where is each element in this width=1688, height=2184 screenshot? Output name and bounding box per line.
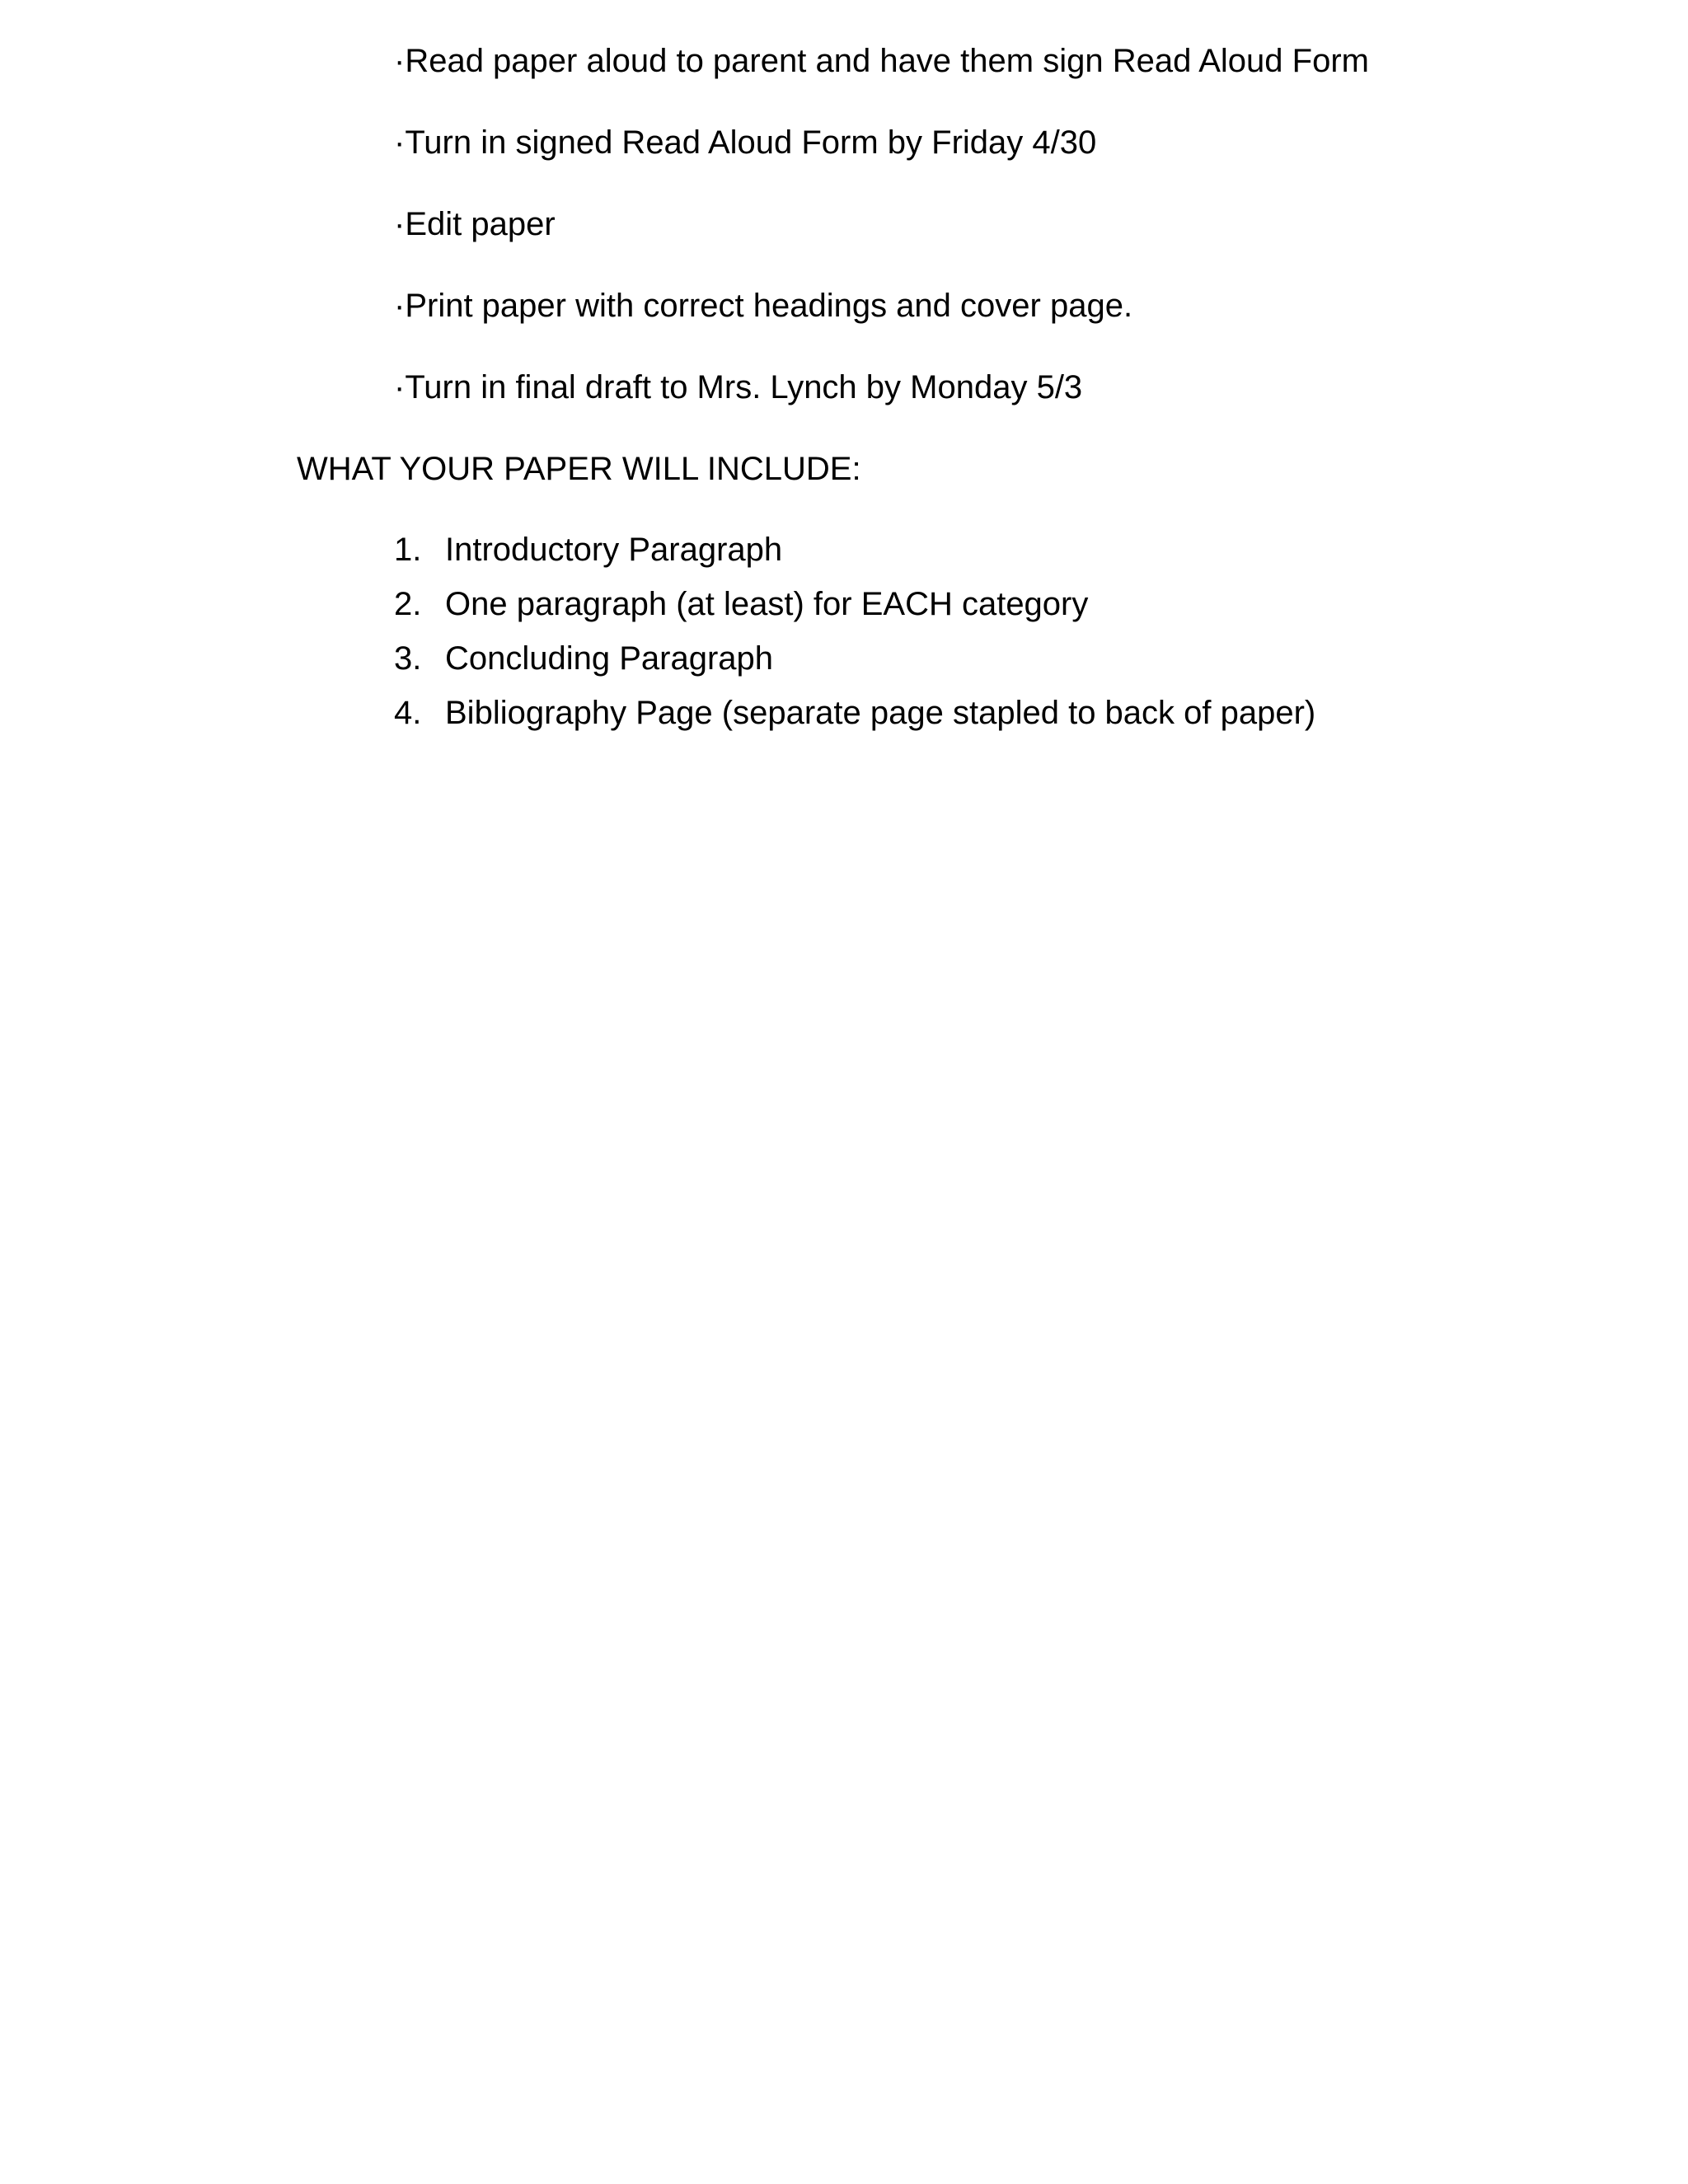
list-item <box>394 583 1088 626</box>
list-item <box>394 528 782 571</box>
list-item-text: One paragraph (at least) for EACH category <box>445 586 1089 622</box>
list-item-number: 3. <box>394 640 422 677</box>
list-item-text: Bibliography Page (separate page stapled to back of paper) <box>445 695 1316 731</box>
step-turn-in-form: ·Turn in signed Read Aloud Form by Friday 4/30 <box>394 124 1097 161</box>
step-read-aloud: ·Read paper aloud to parent and have them sign Read Aloud Form <box>394 43 1369 79</box>
step-print-paper: ·Print paper with correct headings and cover page. <box>394 288 1133 324</box>
list-item-text: Concluding Paragraph <box>445 640 774 677</box>
include-heading: WHAT YOUR PAPER WILL INCLUDE: <box>297 451 861 487</box>
list-item <box>394 691 1315 734</box>
list-item-number: 2. <box>394 586 422 622</box>
step-edit-paper: ·Edit paper <box>394 206 556 242</box>
step-final-draft: ·Turn in final draft to Mrs. Lynch by Monday 5/3 <box>394 369 1083 405</box>
list-item <box>394 637 773 680</box>
list-item-number: 1. <box>394 532 422 568</box>
list-item-text: Introductory Paragraph <box>445 532 783 568</box>
list-item-number: 4. <box>394 695 422 731</box>
